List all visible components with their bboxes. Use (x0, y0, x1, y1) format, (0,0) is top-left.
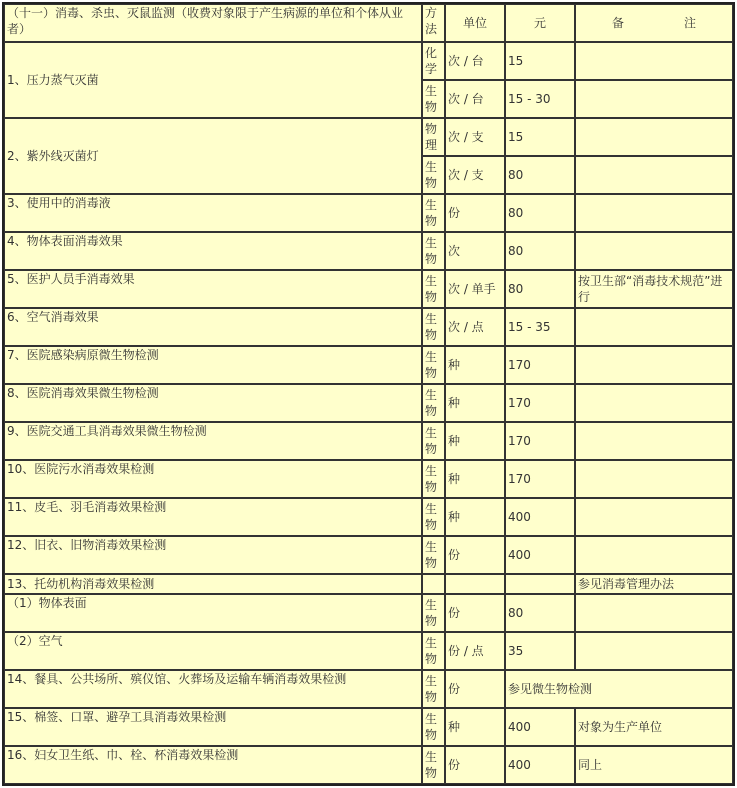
unit-cell: 次 / 单手 (445, 270, 505, 308)
unit-cell: 种 (445, 346, 505, 384)
item-name: 7、医院感染病原微生物检测 (4, 346, 422, 384)
unit-cell: 份 (445, 536, 505, 574)
note-cell (575, 632, 733, 670)
note-cell (575, 498, 733, 536)
method-cell: 生物 (422, 80, 445, 118)
table-row (4, 118, 733, 156)
method-cell: 生物 (422, 460, 445, 498)
table-row (4, 594, 733, 632)
price-cell: 80 (505, 270, 575, 308)
item-name: 13、托幼机构消毒效果检测 (4, 574, 422, 594)
item-name: 3、使用中的消毒液 (4, 194, 422, 232)
unit-cell: 种 (445, 422, 505, 460)
note-cell (575, 308, 733, 346)
price-cell: 400 (505, 746, 575, 784)
unit-cell: 种 (445, 460, 505, 498)
table-row (4, 574, 733, 594)
price-cell: 170 (505, 346, 575, 384)
unit-cell: 种 (445, 708, 505, 746)
note-cell (575, 232, 733, 270)
table-row (4, 270, 733, 308)
unit-cell: 份 (445, 670, 505, 708)
note-cell (575, 156, 733, 194)
note-cell: 参见消毒管理办法 (575, 574, 733, 594)
price-cell: 35 (505, 632, 575, 670)
item-name: 4、物体表面消毒效果 (4, 232, 422, 270)
item-name: 6、空气消毒效果 (4, 308, 422, 346)
unit-header: 单位 (445, 4, 505, 42)
table-row (4, 708, 733, 746)
unit-cell: 次 / 支 (445, 156, 505, 194)
price-cell: 15 (505, 118, 575, 156)
item-name: 14、餐具、公共场所、殡仪馆、火葬场及运输车辆消毒效果检测 (4, 670, 422, 708)
unit-cell: 种 (445, 384, 505, 422)
price-header: 元 (505, 4, 575, 42)
price-cell: 15 - 35 (505, 308, 575, 346)
unit-cell: 份 / 点 (445, 632, 505, 670)
method-cell: 化学 (422, 42, 445, 80)
note-header: 备 注 (575, 4, 733, 42)
item-name: 15、棉签、口罩、避孕工具消毒效果检测 (4, 708, 422, 746)
method-cell: 生物 (422, 536, 445, 574)
price-cell: 400 (505, 498, 575, 536)
note-cell (575, 384, 733, 422)
item-name: 11、皮毛、羽毛消毒效果检测 (4, 498, 422, 536)
item-name: 2、紫外线灭菌灯 (4, 118, 422, 194)
table-row (4, 632, 733, 670)
price-note-cell: 参见微生物检测 (505, 670, 733, 708)
note-cell (575, 536, 733, 574)
price-cell: 15 (505, 42, 575, 80)
note-cell (575, 460, 733, 498)
fee-table (2, 2, 735, 786)
price-cell: 170 (505, 384, 575, 422)
table-row (4, 422, 733, 460)
unit-cell (445, 574, 505, 594)
table-row (4, 746, 733, 784)
table-row (4, 384, 733, 422)
table-row (4, 42, 733, 80)
item-name: （1）物体表面 (4, 594, 422, 632)
note-cell: 按卫生部“消毒技术规范”进行 (575, 270, 733, 308)
price-cell: 80 (505, 156, 575, 194)
note-cell (575, 594, 733, 632)
table-row (4, 460, 733, 498)
item-name: 8、医院消毒效果微生物检测 (4, 384, 422, 422)
unit-cell: 次 / 点 (445, 308, 505, 346)
table-row (4, 346, 733, 384)
item-name: 12、旧衣、旧物消毒效果检测 (4, 536, 422, 574)
method-header: 方法 (422, 4, 445, 42)
method-cell: 生物 (422, 746, 445, 784)
method-cell (422, 574, 445, 594)
price-cell (505, 574, 575, 594)
price-cell: 80 (505, 594, 575, 632)
method-cell: 生物 (422, 194, 445, 232)
method-cell: 生物 (422, 632, 445, 670)
price-cell: 400 (505, 708, 575, 746)
method-cell: 生物 (422, 308, 445, 346)
unit-cell: 次 (445, 232, 505, 270)
note-cell: 对象为生产单位 (575, 708, 733, 746)
method-cell: 生物 (422, 498, 445, 536)
method-cell: 生物 (422, 670, 445, 708)
header-row (4, 4, 733, 42)
section-title: （十一）消毒、杀虫、灭鼠监测（收费对象限于产生病源的单位和个体从业者） (4, 4, 422, 42)
price-cell: 15 - 30 (505, 80, 575, 118)
table-row (4, 232, 733, 270)
table-row (4, 536, 733, 574)
note-cell (575, 42, 733, 80)
method-cell: 生物 (422, 156, 445, 194)
note-cell (575, 346, 733, 384)
note-cell: 同上 (575, 746, 733, 784)
price-cell: 170 (505, 422, 575, 460)
method-cell: 生物 (422, 594, 445, 632)
note-cell (575, 194, 733, 232)
item-name: 16、妇女卫生纸、巾、栓、杯消毒效果检测 (4, 746, 422, 784)
note-cell (575, 118, 733, 156)
price-cell: 170 (505, 460, 575, 498)
table-row (4, 498, 733, 536)
unit-cell: 份 (445, 746, 505, 784)
unit-cell: 次 / 支 (445, 118, 505, 156)
method-cell: 生物 (422, 270, 445, 308)
method-cell: 物理 (422, 118, 445, 156)
method-cell: 生物 (422, 384, 445, 422)
unit-cell: 次 / 台 (445, 42, 505, 80)
note-cell (575, 422, 733, 460)
unit-cell: 份 (445, 594, 505, 632)
item-name: 9、医院交通工具消毒效果微生物检测 (4, 422, 422, 460)
price-cell: 80 (505, 232, 575, 270)
method-cell: 生物 (422, 232, 445, 270)
note-cell (575, 80, 733, 118)
item-name: 5、医护人员手消毒效果 (4, 270, 422, 308)
method-cell: 生物 (422, 708, 445, 746)
price-cell: 80 (505, 194, 575, 232)
item-name: （2）空气 (4, 632, 422, 670)
table-row (4, 308, 733, 346)
item-name: 10、医院污水消毒效果检测 (4, 460, 422, 498)
unit-cell: 份 (445, 194, 505, 232)
price-cell: 400 (505, 536, 575, 574)
unit-cell: 次 / 台 (445, 80, 505, 118)
item-name: 1、压力蒸气灭菌 (4, 42, 422, 118)
table-row (4, 670, 733, 708)
unit-cell: 种 (445, 498, 505, 536)
table-row (4, 194, 733, 232)
method-cell: 生物 (422, 346, 445, 384)
method-cell: 生物 (422, 422, 445, 460)
